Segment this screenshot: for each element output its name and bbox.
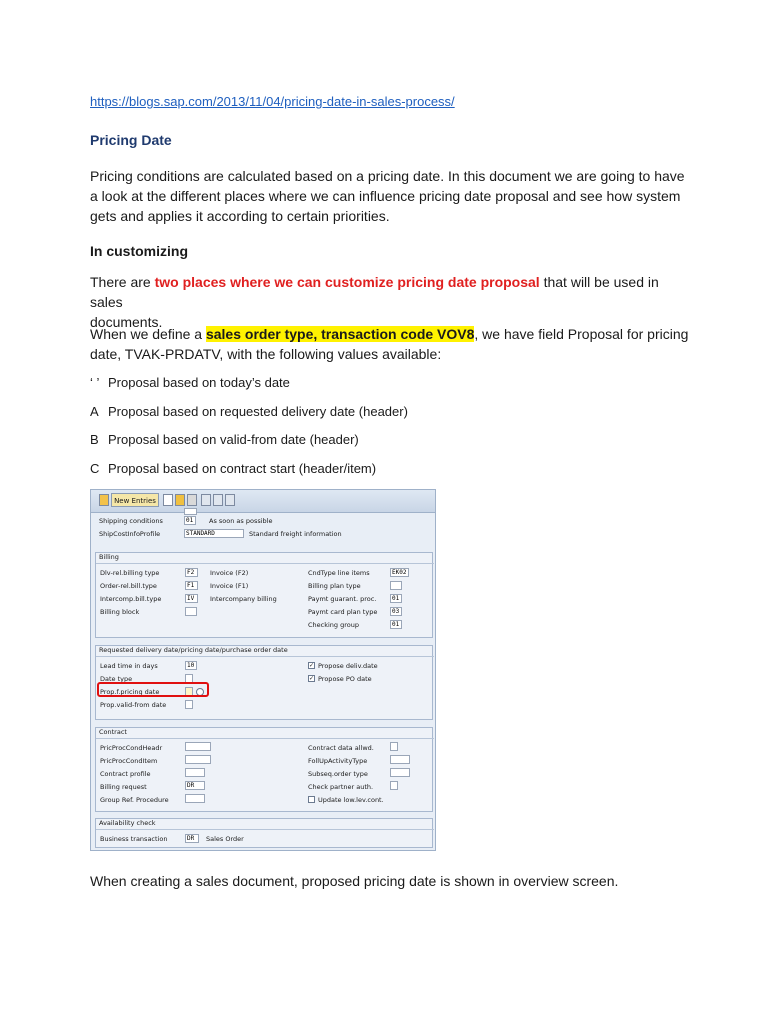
field-label: PricProcCondHeadr (100, 744, 163, 752)
divider (96, 563, 434, 564)
option-item (90, 375, 290, 390)
option-text: Proposal based on today’s date (108, 375, 290, 390)
option-code: A (90, 404, 99, 419)
field-label: Billing block (100, 608, 140, 616)
divider (96, 738, 434, 739)
sap-toolbar (91, 490, 435, 513)
field-label: Check partner auth. (308, 783, 374, 791)
option-code: ‘ ’ (90, 375, 100, 390)
field-label: PricProcCondItem (100, 757, 158, 765)
dlv-billing-type-field[interactable]: F2 (185, 568, 198, 577)
group-title: Requested delivery date/pricing date/purchase order date (99, 646, 288, 654)
field-label: Business transaction (100, 835, 168, 843)
field-label: Contract profile (100, 770, 151, 778)
closing-paragraph: When creating a sales document, proposed pricing date is shown in overview screen. (90, 873, 619, 889)
copy-icon[interactable] (163, 494, 173, 506)
vov8-paragraph (90, 324, 700, 364)
text-run: , we have field Proposal for pricing (474, 326, 689, 342)
option-code: B (90, 432, 99, 447)
field-description: As soon as possible (209, 517, 273, 525)
divider (96, 656, 434, 657)
field-description: Intercompany billing (210, 595, 277, 603)
checkbox-label: Propose deliv.date (318, 662, 378, 670)
field-label: ShipCostInfoProfile (99, 530, 161, 538)
edit-icon[interactable] (99, 494, 109, 506)
option-text: Proposal based on contract start (header/item) (108, 461, 377, 476)
subseq-order-type-field[interactable] (390, 768, 410, 777)
text-run: documents. (90, 314, 163, 330)
availability-group (95, 818, 433, 848)
delete-icon[interactable] (187, 494, 197, 506)
text-run: that will be used in sales (90, 274, 659, 310)
field-label: Paymt card plan type (308, 608, 378, 616)
check-partner-field[interactable] (390, 781, 398, 790)
field-label: Billing request (100, 783, 147, 791)
shipcost-profile-field[interactable]: STANDARD (184, 529, 244, 538)
source-link[interactable]: https://blogs.sap.com/2013/11/04/pricing-date-in-sales-process/ (90, 94, 455, 109)
text-run: There are (90, 274, 155, 290)
intro-line: gets and applies it according to certain priorities. (90, 208, 390, 224)
text-run: When we define a (90, 326, 206, 342)
new-entries-button[interactable]: New Entries (111, 493, 159, 507)
group-title: Billing (99, 553, 119, 561)
propose-deliv-date-checkbox[interactable]: ✓ (309, 662, 315, 669)
red-emphasis: two places where we can customize pricing date proposal (154, 274, 540, 290)
billing-group (95, 552, 433, 638)
field-label: Shipping conditions (99, 517, 163, 525)
cndtype-field[interactable]: EK02 (390, 568, 409, 577)
lead-time-field[interactable]: 10 (185, 661, 197, 670)
highlighted-text: sales order type, transaction code VOV8 (205, 326, 475, 342)
field-label: Group Ref. Procedure (100, 796, 169, 804)
checkbox-label: Update low.lev.cont. (318, 796, 384, 804)
group-title: Availability check (99, 819, 156, 827)
field-description: Invoice (F2) (210, 569, 249, 577)
checking-group-field[interactable]: 01 (390, 620, 402, 629)
billing-plan-type-field[interactable] (390, 581, 402, 590)
order-billing-type-field[interactable]: F1 (185, 581, 198, 590)
payment-card-plan-field[interactable]: 03 (390, 607, 402, 616)
checkbox-label: Propose PO date (318, 675, 372, 683)
contract-group (95, 727, 433, 812)
field-label: Checking group (308, 621, 359, 629)
field-label: Paymt guarant. proc. (308, 595, 377, 603)
sap-vov8-screenshot (90, 489, 436, 851)
billing-block-field[interactable] (185, 607, 197, 616)
business-transaction-field[interactable]: DR (185, 834, 199, 843)
field-description: Sales Order (206, 835, 244, 843)
select-all-icon[interactable] (201, 494, 211, 506)
field-description: Standard freight information (249, 530, 342, 538)
highlight-box (97, 682, 209, 697)
intro-paragraph (90, 166, 690, 226)
option-item (90, 461, 376, 476)
field-label: Date type (100, 675, 133, 683)
intro-line: a look at the different places where we can influence pricing date proposal and see how system (90, 188, 681, 204)
intercomp-billing-type-field[interactable]: IV (185, 594, 198, 603)
followup-activity-field[interactable] (390, 755, 410, 764)
field-label: Intercomp.bill.type (100, 595, 162, 603)
save-icon[interactable] (175, 494, 185, 506)
field-label: Contract data allwd. (308, 744, 374, 752)
group-title: Contract (99, 728, 127, 736)
group-ref-procedure-field[interactable] (185, 794, 205, 803)
field-label: FollUpActivityType (308, 757, 368, 765)
billing-request-field[interactable]: DR (185, 781, 205, 790)
field-label: Prop.valid-from date (100, 701, 167, 709)
shipping-conditions-field[interactable]: 01 (184, 516, 196, 525)
page-title: Pricing Date (90, 132, 172, 148)
deselect-icon[interactable] (213, 494, 223, 506)
customize-paragraph (90, 272, 690, 332)
option-text: Proposal based on valid-from date (header) (108, 432, 359, 447)
details-icon[interactable] (225, 494, 235, 506)
contract-profile-field[interactable] (185, 768, 205, 777)
valid-from-proposal-field[interactable] (185, 700, 193, 709)
pricproc-header-field[interactable] (185, 742, 211, 751)
field-label: Lead time in days (100, 662, 158, 670)
payment-guarantee-field[interactable]: 01 (390, 594, 402, 603)
intro-line: Pricing conditions are calculated based on a pricing date. In this document we are going to have (90, 168, 685, 184)
text-run: date, TVAK-PRDATV, with the following values available: (90, 346, 442, 362)
section-heading: In customizing (90, 243, 188, 259)
delivery-date-group (95, 645, 433, 720)
contract-data-field[interactable] (390, 742, 398, 751)
option-code: C (90, 461, 100, 476)
empty-field[interactable] (184, 508, 197, 515)
option-text: Proposal based on requested delivery date (header) (108, 404, 408, 419)
field-label: Dlv-rel.billing type (100, 569, 160, 577)
field-label: CndType line items (308, 569, 370, 577)
pricproc-item-field[interactable] (185, 755, 211, 764)
field-label: Order-rel.bill.type (100, 582, 157, 590)
field-label: Prop.f.pricing date (100, 688, 160, 696)
divider (96, 829, 434, 830)
field-label: Subseq.order type (308, 770, 368, 778)
option-item (90, 432, 359, 447)
option-item (90, 404, 408, 419)
field-description: Invoice (F1) (210, 582, 249, 590)
update-lower-level-checkbox[interactable] (308, 796, 315, 803)
propose-po-date-checkbox[interactable]: ✓ (309, 675, 315, 682)
field-label: Billing plan type (308, 582, 361, 590)
